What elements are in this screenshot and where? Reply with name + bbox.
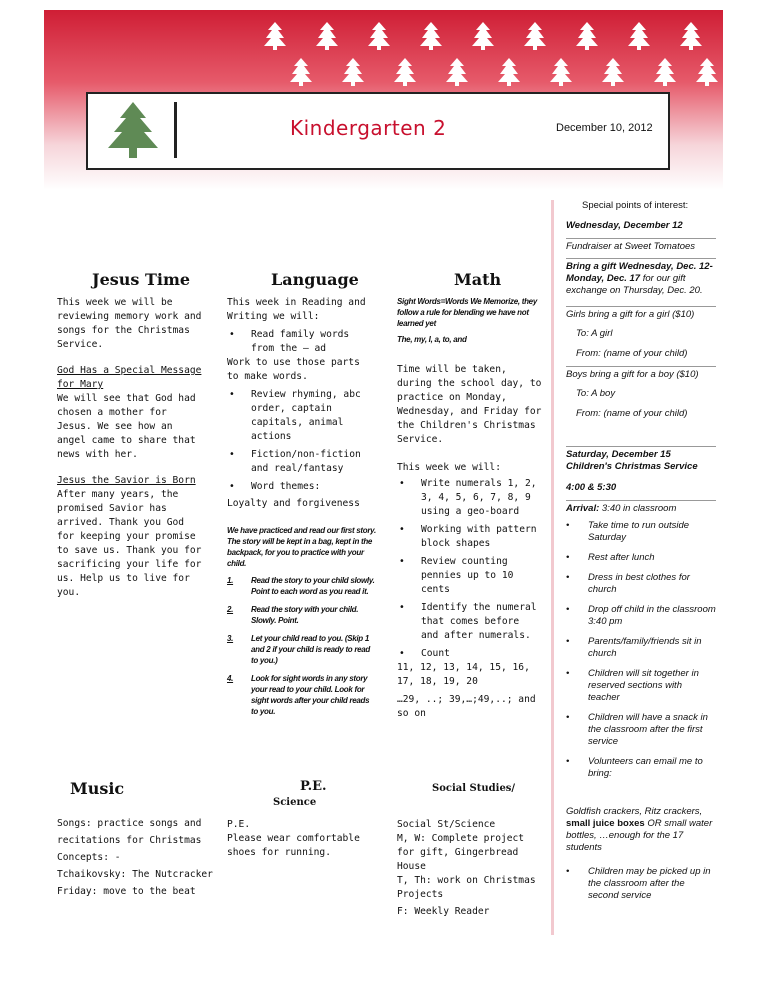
word-themes: Loyalty and forgiveness xyxy=(227,498,360,509)
list-item: • Rest after lunch xyxy=(566,552,716,564)
science-subheading: Science xyxy=(273,797,317,808)
list-item: 2. Read the story with your child. Slowly. Point. xyxy=(227,604,377,626)
list-item: • Review counting pennies up to 10 cents xyxy=(397,555,542,597)
list-item: • Take time to run outside Saturday xyxy=(566,520,716,544)
list-item: • Write numerals 1, 2, 3, 4, 5, 6, 7, 8, 9 using a geo-board xyxy=(397,477,542,519)
count-line-1: 11, 12, 13, 14, 15, 16, 17, 18, 19, 20 xyxy=(397,662,530,687)
math-section xyxy=(397,296,542,721)
language-section xyxy=(227,296,377,717)
service-times: 4:00 & 5:30 xyxy=(566,482,617,493)
list-item: • Children will have a snack in the classroom after the first service xyxy=(566,712,716,748)
arrival-text: 3:40 in classroom xyxy=(601,503,677,514)
social-line: Social St/Science xyxy=(397,819,496,830)
tree-icon xyxy=(602,58,624,86)
page-title: Kindergarten 2 xyxy=(290,116,447,140)
snack-juice: small juice boxes xyxy=(566,818,645,829)
practice-intro: We have practiced and read our first story. The story will be kept in a bag, kept in the backpack, for you to practice with your child. xyxy=(227,526,376,568)
list-item: • Children will sit together in reserved sections with teacher xyxy=(566,668,716,704)
tree-icon xyxy=(628,22,650,50)
list-item: • Fiction/non-fiction and real/fantasy xyxy=(227,448,377,476)
story2-text: After many years, the promised Savior has arrived. Thank you God for keeping your promise to save us. Thank you for sacrificing your life for us. Help us to live for you. xyxy=(57,489,202,598)
tree-pattern xyxy=(44,10,723,100)
music-line: Songs: practice songs and recitations for Christmas xyxy=(57,818,202,846)
sidebar-divider xyxy=(551,200,554,935)
pe-heading: P.E. xyxy=(300,779,327,794)
boys-gift: Boys bring a gift for a boy ($10) xyxy=(566,366,716,381)
tree-icon xyxy=(498,58,520,86)
list-item: • Read family words from the – ad xyxy=(227,328,377,356)
tree-icon xyxy=(576,22,598,50)
fundraiser-note: Fundraiser at Sweet Tomatoes xyxy=(566,238,716,253)
list-item: 3. Let your child read to you. (Skip 1 and 2 if your child is ready to read to you.) xyxy=(227,633,377,666)
list-item: • Volunteers can email me to bring: xyxy=(566,756,716,780)
snack-water: OR small water bottles, …enough for the 17 students xyxy=(566,818,713,853)
list-item: • Word themes: xyxy=(227,480,377,494)
tree-icon xyxy=(550,58,572,86)
christmas-tree-icon xyxy=(106,102,160,160)
tree-icon xyxy=(264,22,286,50)
pe-section xyxy=(227,818,377,860)
list-item: • Review rhyming, abc order, captain capitals, animal actions xyxy=(227,388,377,444)
sidebar-heading: Special points of interest: xyxy=(582,200,689,211)
header-box xyxy=(86,92,670,170)
language-intro: This week in Reading and Writing we will: xyxy=(227,297,366,322)
list-item: • Parents/family/friends sit in church xyxy=(566,636,716,660)
music-line: Friday: move to the beat xyxy=(57,886,196,897)
snack-crackers: Goldfish crackers, Ritz crackers, xyxy=(566,806,703,817)
arrival-info xyxy=(566,500,716,515)
list-item: 4. Look for sight words in any story your read to your child. Look for sight words after your child reads to you. xyxy=(227,673,377,717)
sight-words-note: Sight Words=Words We Memorize, they follow a rule for blending we have not learned yet xyxy=(397,297,537,328)
music-line: Concepts: - xyxy=(57,852,121,863)
tree-icon xyxy=(524,22,546,50)
social-line: T, Th: work on Christmas Projects xyxy=(397,875,536,900)
issue-date: December 10, 2012 xyxy=(556,122,653,134)
saturday-service: Saturday, December 15 Children's Christmas Service xyxy=(566,446,716,473)
boys-gift-from: From: (name of your child) xyxy=(576,408,688,419)
tree-icon xyxy=(420,22,442,50)
snack-list xyxy=(566,806,716,854)
jesus-time-section xyxy=(57,296,207,600)
gift-purpose: for our gift exchange on Thursday, Dec. 20. xyxy=(566,273,703,296)
tree-icon xyxy=(316,22,338,50)
girls-gift: Girls bring a gift for a girl ($10) xyxy=(566,306,716,321)
list-item: • Dress in best clothes for church xyxy=(566,572,716,596)
list-item: 1. Read the story to your child slowly. Point to each word as you read it. xyxy=(227,575,377,597)
tree-icon xyxy=(680,22,702,50)
jesus-time-intro: This week we will be reviewing memory work and songs for the Christmas Service. xyxy=(57,297,202,350)
tree-icon xyxy=(394,58,416,86)
math-week-intro: This week we will: xyxy=(397,462,501,473)
language-mid: Work to use those parts to make words. xyxy=(227,357,360,382)
story2-title: Jesus the Savior is Born xyxy=(57,475,196,486)
story1-text: We will see that God had chosen a mother for Jesus. We see how an angel came to share that news with her. xyxy=(57,393,196,460)
girls-gift-from: From: (name of your child) xyxy=(576,348,688,359)
social-studies-heading: Social Studies/ xyxy=(432,783,516,794)
math-heading: Math xyxy=(454,270,502,289)
pe-line: P.E. xyxy=(227,819,251,830)
music-line: Tchaikovsky: The Nutcracker xyxy=(57,869,213,880)
music-heading: Music xyxy=(70,779,125,798)
social-studies-section xyxy=(397,818,537,919)
story1-title: God Has a Special Message for Mary xyxy=(57,365,202,390)
girls-gift-to: To: A girl xyxy=(576,328,613,339)
tree-icon xyxy=(446,58,468,86)
music-section xyxy=(57,815,217,900)
count-line-2: …29, ..; 39,…;49,..; and so on xyxy=(397,694,536,719)
tree-icon xyxy=(654,58,676,86)
service-note: Time will be taken, during the school day, to practice on Monday, Wednesday, and Friday for the Children's Christmas Service. xyxy=(397,364,542,445)
tree-icon xyxy=(368,22,390,50)
language-heading: Language xyxy=(271,270,359,289)
social-line: M, W: Complete project for gift, Gingerbread House xyxy=(397,833,525,872)
jesus-time-heading: Jesus Time xyxy=(92,270,191,289)
list-item: • Working with pattern block shapes xyxy=(397,523,542,551)
wednesday-event: Wednesday, December 12 xyxy=(566,220,683,231)
sight-word-list: The, my, I, a, to, and xyxy=(397,335,467,344)
gift-note xyxy=(566,258,716,297)
tree-icon xyxy=(290,58,312,86)
arrival-label: Arrival: xyxy=(566,503,600,514)
list-item: • Count xyxy=(397,647,542,661)
tree-icon xyxy=(472,22,494,50)
list-item: • Children may be picked up in the classroom after the second service xyxy=(566,866,716,902)
list-item: • Drop off child in the classroom 3:40 pm xyxy=(566,604,716,628)
pe-line: Please wear comfortable shoes for running. xyxy=(227,833,360,858)
boys-gift-to: To: A boy xyxy=(576,388,616,399)
gift-dates: Bring a gift Wednesday, Dec. 12-Monday, Dec. 17 xyxy=(566,261,713,284)
tree-icon xyxy=(696,58,718,86)
social-line: F: Weekly Reader xyxy=(397,906,490,917)
header-divider xyxy=(174,102,177,158)
tree-icon xyxy=(342,58,364,86)
list-item: • Identify the numeral that comes before and after numerals. xyxy=(397,601,542,643)
